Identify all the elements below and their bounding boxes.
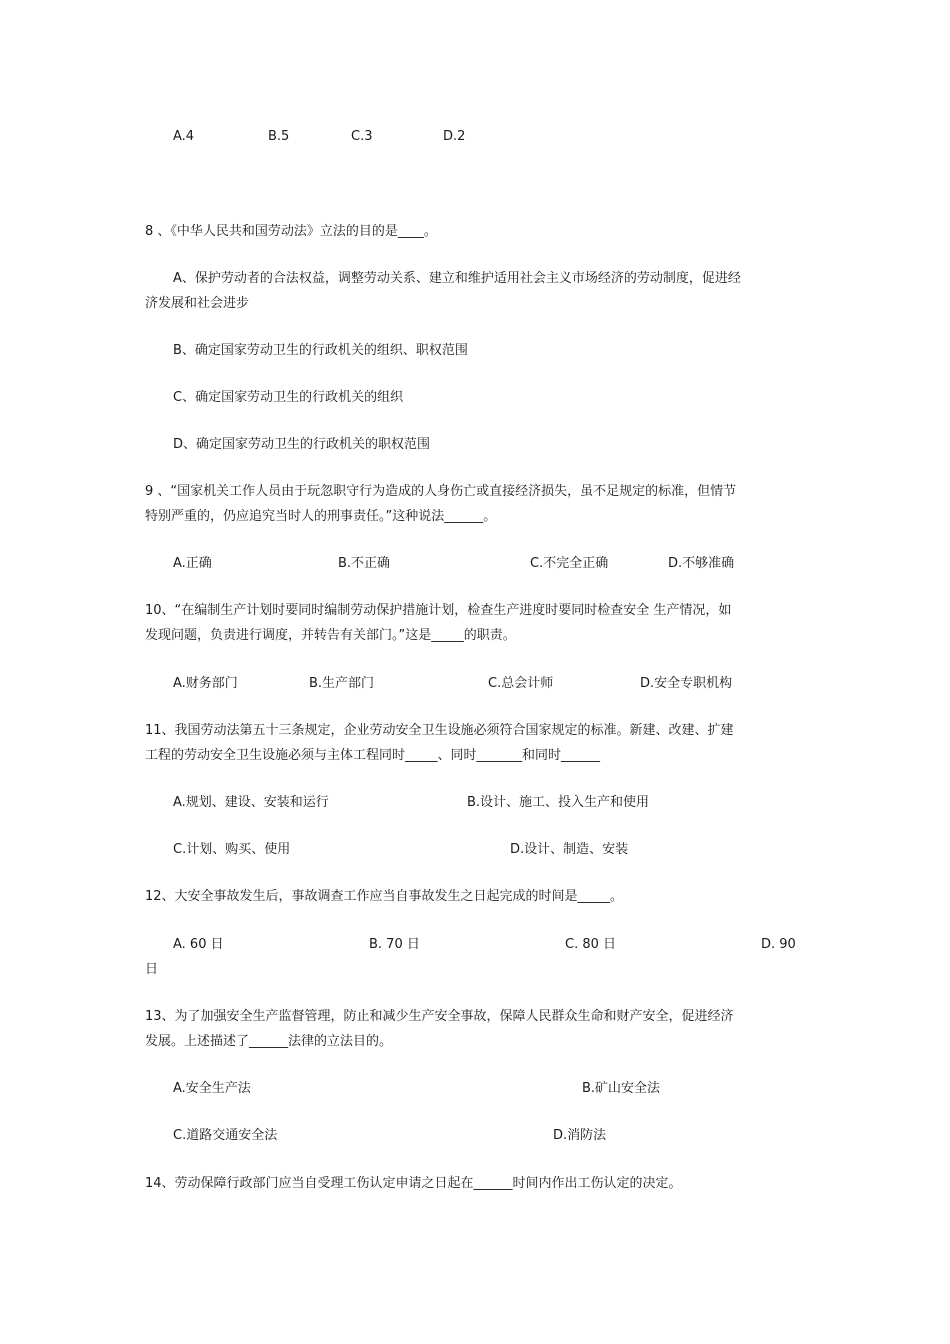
q10-option-b: B.生产部门 [309, 676, 375, 691]
q10-option-c: C.总会计师 [488, 676, 554, 691]
q8-option-a-line1: A、保护劳动者的合法权益，调整劳动关系、建立和维护适用社会主义市场经济的劳动制度，促进经 [173, 271, 741, 286]
q11-option-c: C.计划、购买、使用 [173, 842, 291, 857]
q12-option-b: B. 70 日 [369, 937, 420, 952]
q13-option-d: D.消防法 [553, 1128, 607, 1143]
q9-option-b: B.不正确 [338, 556, 391, 571]
q11-option-d: D.设计、制造、安装 [510, 842, 629, 857]
q11-option-b: B.设计、施工、投入生产和使用 [467, 795, 650, 810]
q8-option-d: D、确定国家劳动卫生的行政机关的职权范围 [173, 437, 431, 452]
q7-option-a: A.4 [173, 129, 195, 144]
q8-option-b: B、确定国家劳动卫生的行政机关的组织、职权范围 [173, 343, 468, 358]
q13-stem-line2: 发展。上述描述了______法律的立法目的。 [145, 1034, 393, 1049]
q7-option-d: D.2 [443, 129, 466, 144]
q12-option-d-wrap: 日 [145, 962, 159, 977]
q9-option-d: D.不够准确 [668, 556, 735, 571]
q10-stem-line1: 10、“在编制生产计划时要同时编制劳动保护措施计划，检查生产进度时要同时检查安全 生产情况，如 [145, 603, 732, 618]
q9-stem-line2: 特别严重的，仍应追究当时人的刑事责任。”这种说法______。 [145, 509, 497, 524]
q13-option-b: B.矿山安全法 [582, 1081, 661, 1096]
q14-stem: 14、劳动保障行政部门应当自受理工伤认定申请之日起在______时间内作出工伤认定的决定。 [145, 1176, 682, 1191]
q12-option-c: C. 80 日 [565, 937, 617, 952]
q11-stem-line2: 工程的劳动安全卫生设施必须与主体工程同时_____、同时_______和同时______ [145, 748, 601, 763]
q10-option-d: D.安全专职机构 [640, 676, 733, 691]
q13-stem-line1: 13、为了加强安全生产监督管理，防止和减少生产安全事故，保障人民群众生命和财产安全，促进经济 [145, 1009, 734, 1024]
q7-option-c: C.3 [351, 129, 373, 144]
q13-option-a: A.安全生产法 [173, 1081, 251, 1096]
q13-option-c: C.道路交通安全法 [173, 1128, 278, 1143]
q10-stem-line2: 发现问题，负责进行调度，并转告有关部门。”这是_____的职责。 [145, 628, 516, 643]
q9-option-c: C.不完全正确 [530, 556, 609, 571]
q8-option-c: C、确定国家劳动卫生的行政机关的组织 [173, 390, 404, 405]
q8-stem: 8 、《中华人民共和国劳动法》立法的目的是____。 [145, 224, 437, 239]
q9-stem-line1: 9 、“国家机关工作人员由于玩忽职守行为造成的人身伤亡或直接经济损失，虽不足规定的标准，但情节 [145, 484, 737, 499]
q12-stem: 12、大安全事故发生后，事故调查工作应当自事故发生之日起完成的时间是_____。 [145, 889, 624, 904]
q12-option-a: A. 60 日 [173, 937, 224, 952]
q11-stem-line1: 11、我国劳动法第五十三条规定，企业劳动安全卫生设施必须符合国家规定的标准。新建、改建、扩建 [145, 723, 734, 738]
q12-option-d: D. 90 [761, 937, 796, 952]
q11-option-a: A.规划、建设、安装和运行 [173, 795, 329, 810]
q9-option-a: A.正确 [173, 556, 212, 571]
q8-option-a-line2: 济发展和社会进步 [145, 296, 250, 311]
q10-option-a: A.财务部门 [173, 676, 238, 691]
q7-option-b: B.5 [268, 129, 290, 144]
